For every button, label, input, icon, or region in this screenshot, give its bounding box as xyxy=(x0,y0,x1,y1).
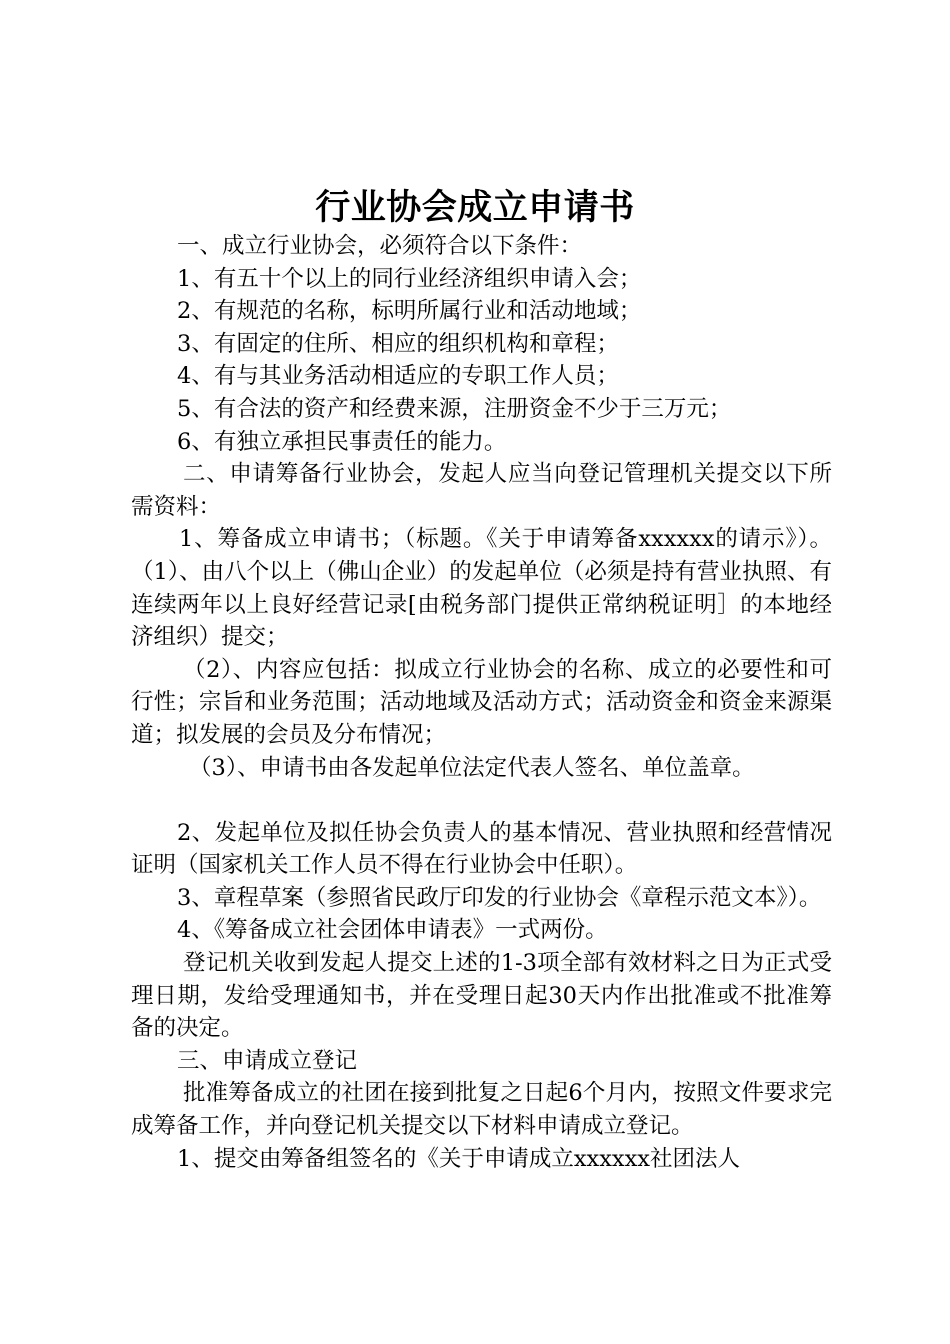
section-heading-registration: 三、申请成立登记 xyxy=(177,1047,358,1074)
material-item: 4、《筹备成立社会团体申请表》一式两份。 xyxy=(177,917,608,944)
condition-item: 1、有五十个以上的同行业经济组织申请入会； xyxy=(177,265,642,292)
blank-line xyxy=(131,784,832,817)
body-paragraph: 批准筹备成立的社团在接到批复之日起6个月内，按照文件要求完成筹备工作，并向登记机关提交以下材料申请成立登记。 xyxy=(131,1080,832,1140)
condition-item: 6、有独立承担民事责任的能力。 xyxy=(177,428,507,455)
condition-item: 4、有与其业务活动相适应的专职工作人员； xyxy=(177,363,619,390)
material-subitem: （2）、内容应包括：拟成立行业协会的名称、成立的必要性和可行性；宗旨和业务范围；活动地域及活动方式；活动资金和资金来源渠道；拟发展的会员及分布情况； xyxy=(131,656,832,748)
material-item: 3、章程草案（参照省民政厅印发的行业协会《章程示范文本》）。 xyxy=(177,884,822,911)
registration-item: 1、提交由筹备组签名的《关于申请成立xxxxxx社团法人 xyxy=(177,1145,740,1172)
document-title: 行业协会成立申请书 xyxy=(315,188,635,228)
material-subitem: （3）、申请书由各发起单位法定代表人签名、单位盖章。 xyxy=(189,754,755,781)
condition-item: 3、有固定的住所、相应的组织机构和章程； xyxy=(177,330,619,357)
material-item: 2、发起单位及拟任协会负责人的基本情况、营业执照和经营情况证明（国家机关工作人员不得在行业协会中任职）。 xyxy=(131,819,832,879)
material-item: 1、筹备成立申请书；（标题。《关于申请筹备xxxxxx的请示》）。（1）、由八个以上（佛山企业）的发起单位（必须是持有营业执照、有连续两年以上良好经营记录[由税务部门提供正常纳税证明］的本地经济组织）提交； xyxy=(131,526,832,651)
section-heading-preparation: 二、申请筹备行业协会，发起人应当向登记管理机关提交以下所需资料： xyxy=(131,461,832,520)
section-heading-conditions: 一、成立行业协会，必须符合以下条件： xyxy=(177,233,583,259)
document-body xyxy=(131,230,832,1175)
condition-item: 2、有规范的名称，标明所属行业和活动地域； xyxy=(177,298,642,325)
body-paragraph: 登记机关收到发起人提交上述的1-3项全部有效材料之日为正式受理日期，发给受理通知书，并在受理日起30天内作出批准或不批准筹备的决定。 xyxy=(131,950,832,1042)
condition-item: 5、有合法的资产和经费来源，注册资金不少于三万元； xyxy=(177,395,732,422)
